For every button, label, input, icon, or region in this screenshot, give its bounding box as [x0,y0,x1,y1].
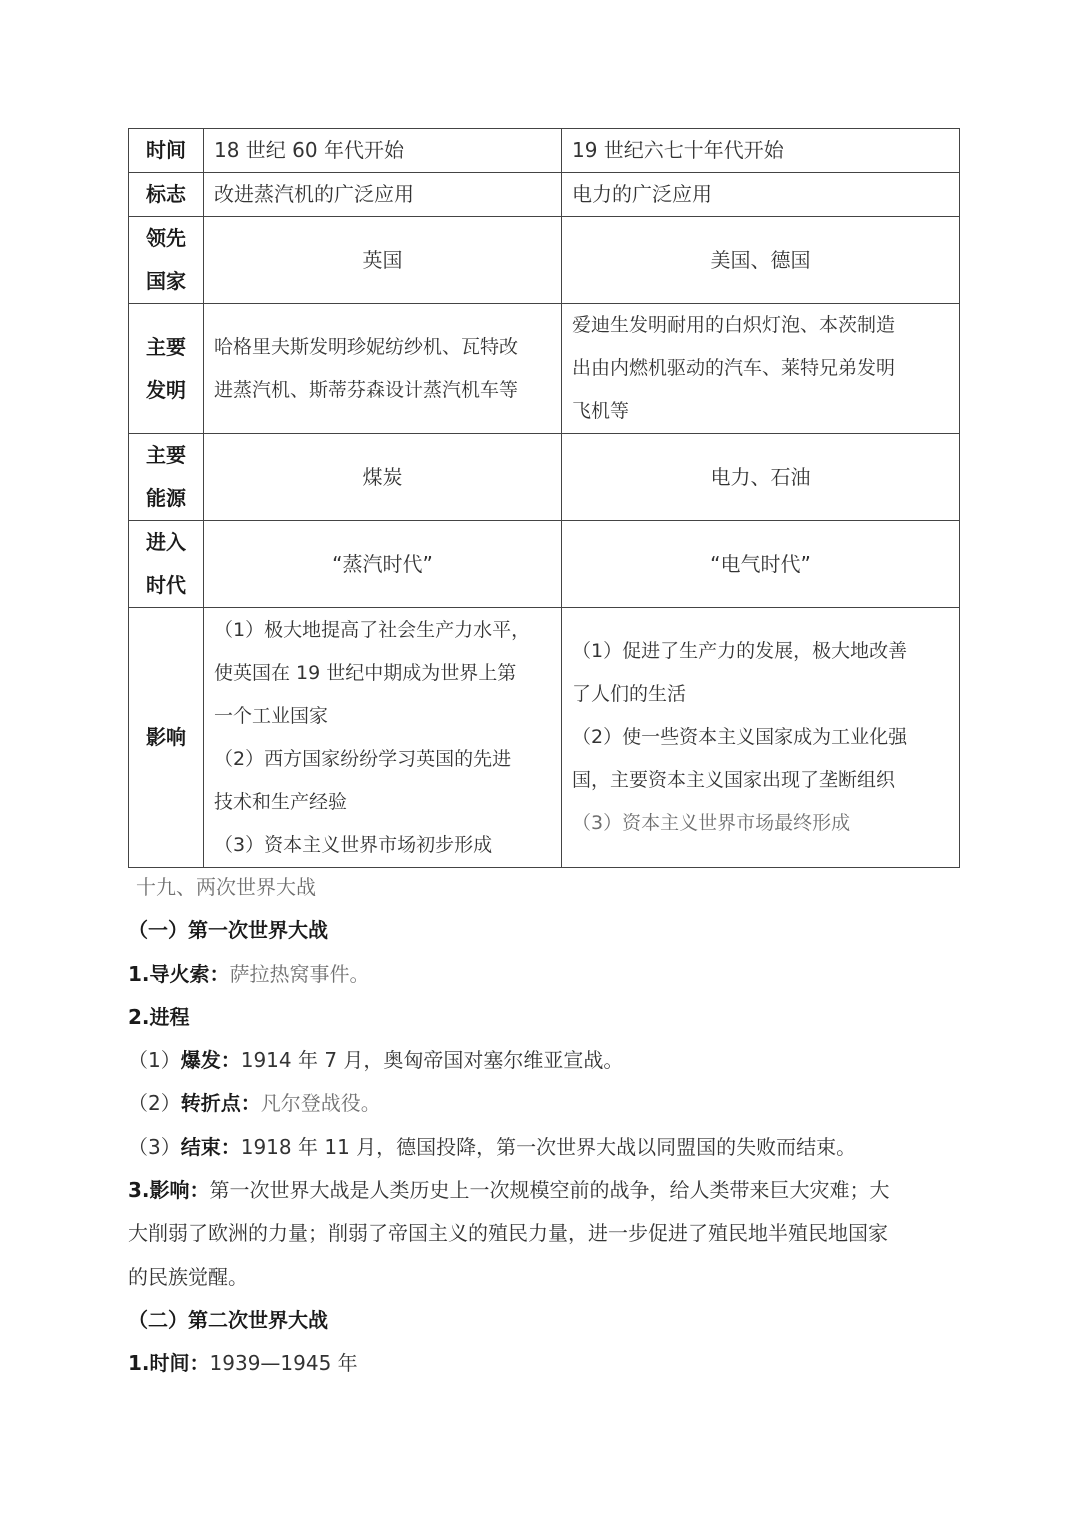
end-number: （3） [128,1134,181,1159]
first-revolution-era: “蒸汽时代” [204,521,562,608]
impact-line-3: 的民族觉醒。 [128,1264,248,1289]
impact-label: 3.影响： [128,1178,210,1203]
second-revolution-sign: 电力的广泛应用 [562,173,960,217]
row-label-sign: 标志 [129,173,204,217]
table-row [129,129,960,173]
outbreak-number: （1） [128,1048,181,1073]
turning-point-label: 转折点： [180,1091,261,1116]
end-label: 结束： [180,1134,241,1159]
turning-point-number: （2） [128,1091,181,1116]
table-row [129,521,960,608]
first-revolution-energy: 煤炭 [204,434,562,521]
second-revolution-leading-country: 美国、德国 [562,217,960,304]
ww2-time-label: 1.时间： [128,1351,210,1376]
ww1-heading: （一）第一次世界大战 [128,918,328,943]
process-end [128,1126,959,1169]
process-turning-point [128,1082,959,1125]
impact-line-2: 大削弱了欧洲的力量；削弱了帝国主义的殖民力量，进一步促进了殖民地半殖民地国家 [128,1221,888,1246]
first-revolution-impact: （1）极大地提高了社会生产力水平， 使英国在 19 世纪中期成为世界上第 一个工业国家 （2）西方国家纷纷学习英国的先进 技术和生产经验 （3）资本主义世界市场初步形成 [204,608,562,868]
ww2-time-paragraph [128,1342,959,1385]
table-row [129,304,960,434]
second-revolution-era: “电气时代” [562,521,960,608]
notes-body [128,866,959,1386]
ww2-heading: （二）第二次世界大战 [128,1307,328,1332]
second-revolution-impact: （1）促进了生产力的发展，极大地改善 了人们的生活 （2）使一些资本主义国家成为工业化强 国，主要资本主义国家出现了垄断组织 （3）资本主义世界市场最终形成 [562,608,960,868]
first-revolution-inventions: 哈格里夫斯发明珍妮纺纱机、瓦特改 进蒸汽机、斯蒂芬森设计蒸汽机车等 [204,304,562,434]
turning-point-text: 凡尔登战役。 [260,1091,381,1116]
table-row [129,434,960,521]
outbreak-label: 爆发： [180,1048,241,1073]
industrial-revolution-comparison-table [128,128,960,868]
fuse-paragraph [128,953,959,996]
end-text: 1918 年 11 月，德国投降，第一次世界大战以同盟国的失败而结束。 [240,1134,857,1159]
impact-paragraph [128,1169,959,1212]
fuse-text: 萨拉热窝事件。 [229,961,370,986]
fuse-label: 1.导火索： [128,961,230,986]
row-label-time: 时间 [129,129,204,173]
section-title: 十九、两次世界大战 [136,875,316,899]
second-revolution-inventions: 爱迪生发明耐用的白炽灯泡、本茨制造 出由内燃机驱动的汽车、莱特兄弟发明 飞机等 [562,304,960,434]
row-label-inventions: 主要 发明 [129,304,204,434]
row-label-impact: 影响 [129,608,204,868]
table-row [129,608,960,868]
table-row [129,173,960,217]
process-outbreak [128,1039,959,1082]
first-revolution-leading-country: 英国 [204,217,562,304]
process-heading: 2.进程 [128,1004,190,1029]
impact-line-1: 第一次世界大战是人类历史上一次规模空前的战争，给人类带来巨大灾难；大 [209,1178,890,1203]
table-row [129,217,960,304]
row-label-leading-country: 领先 国家 [129,217,204,304]
first-revolution-sign: 改进蒸汽机的广泛应用 [204,173,562,217]
second-revolution-energy: 电力、石油 [562,434,960,521]
outbreak-text: 1914 年 7 月，奥匈帝国对塞尔维亚宣战。 [240,1048,624,1073]
row-label-era: 进入 时代 [129,521,204,608]
second-revolution-time: 19 世纪六七十年代开始 [562,129,960,173]
first-revolution-time: 18 世纪 60 年代开始 [204,129,562,173]
row-label-energy: 主要 能源 [129,434,204,521]
ww2-time-text: 1939—1945 年 [209,1351,358,1376]
